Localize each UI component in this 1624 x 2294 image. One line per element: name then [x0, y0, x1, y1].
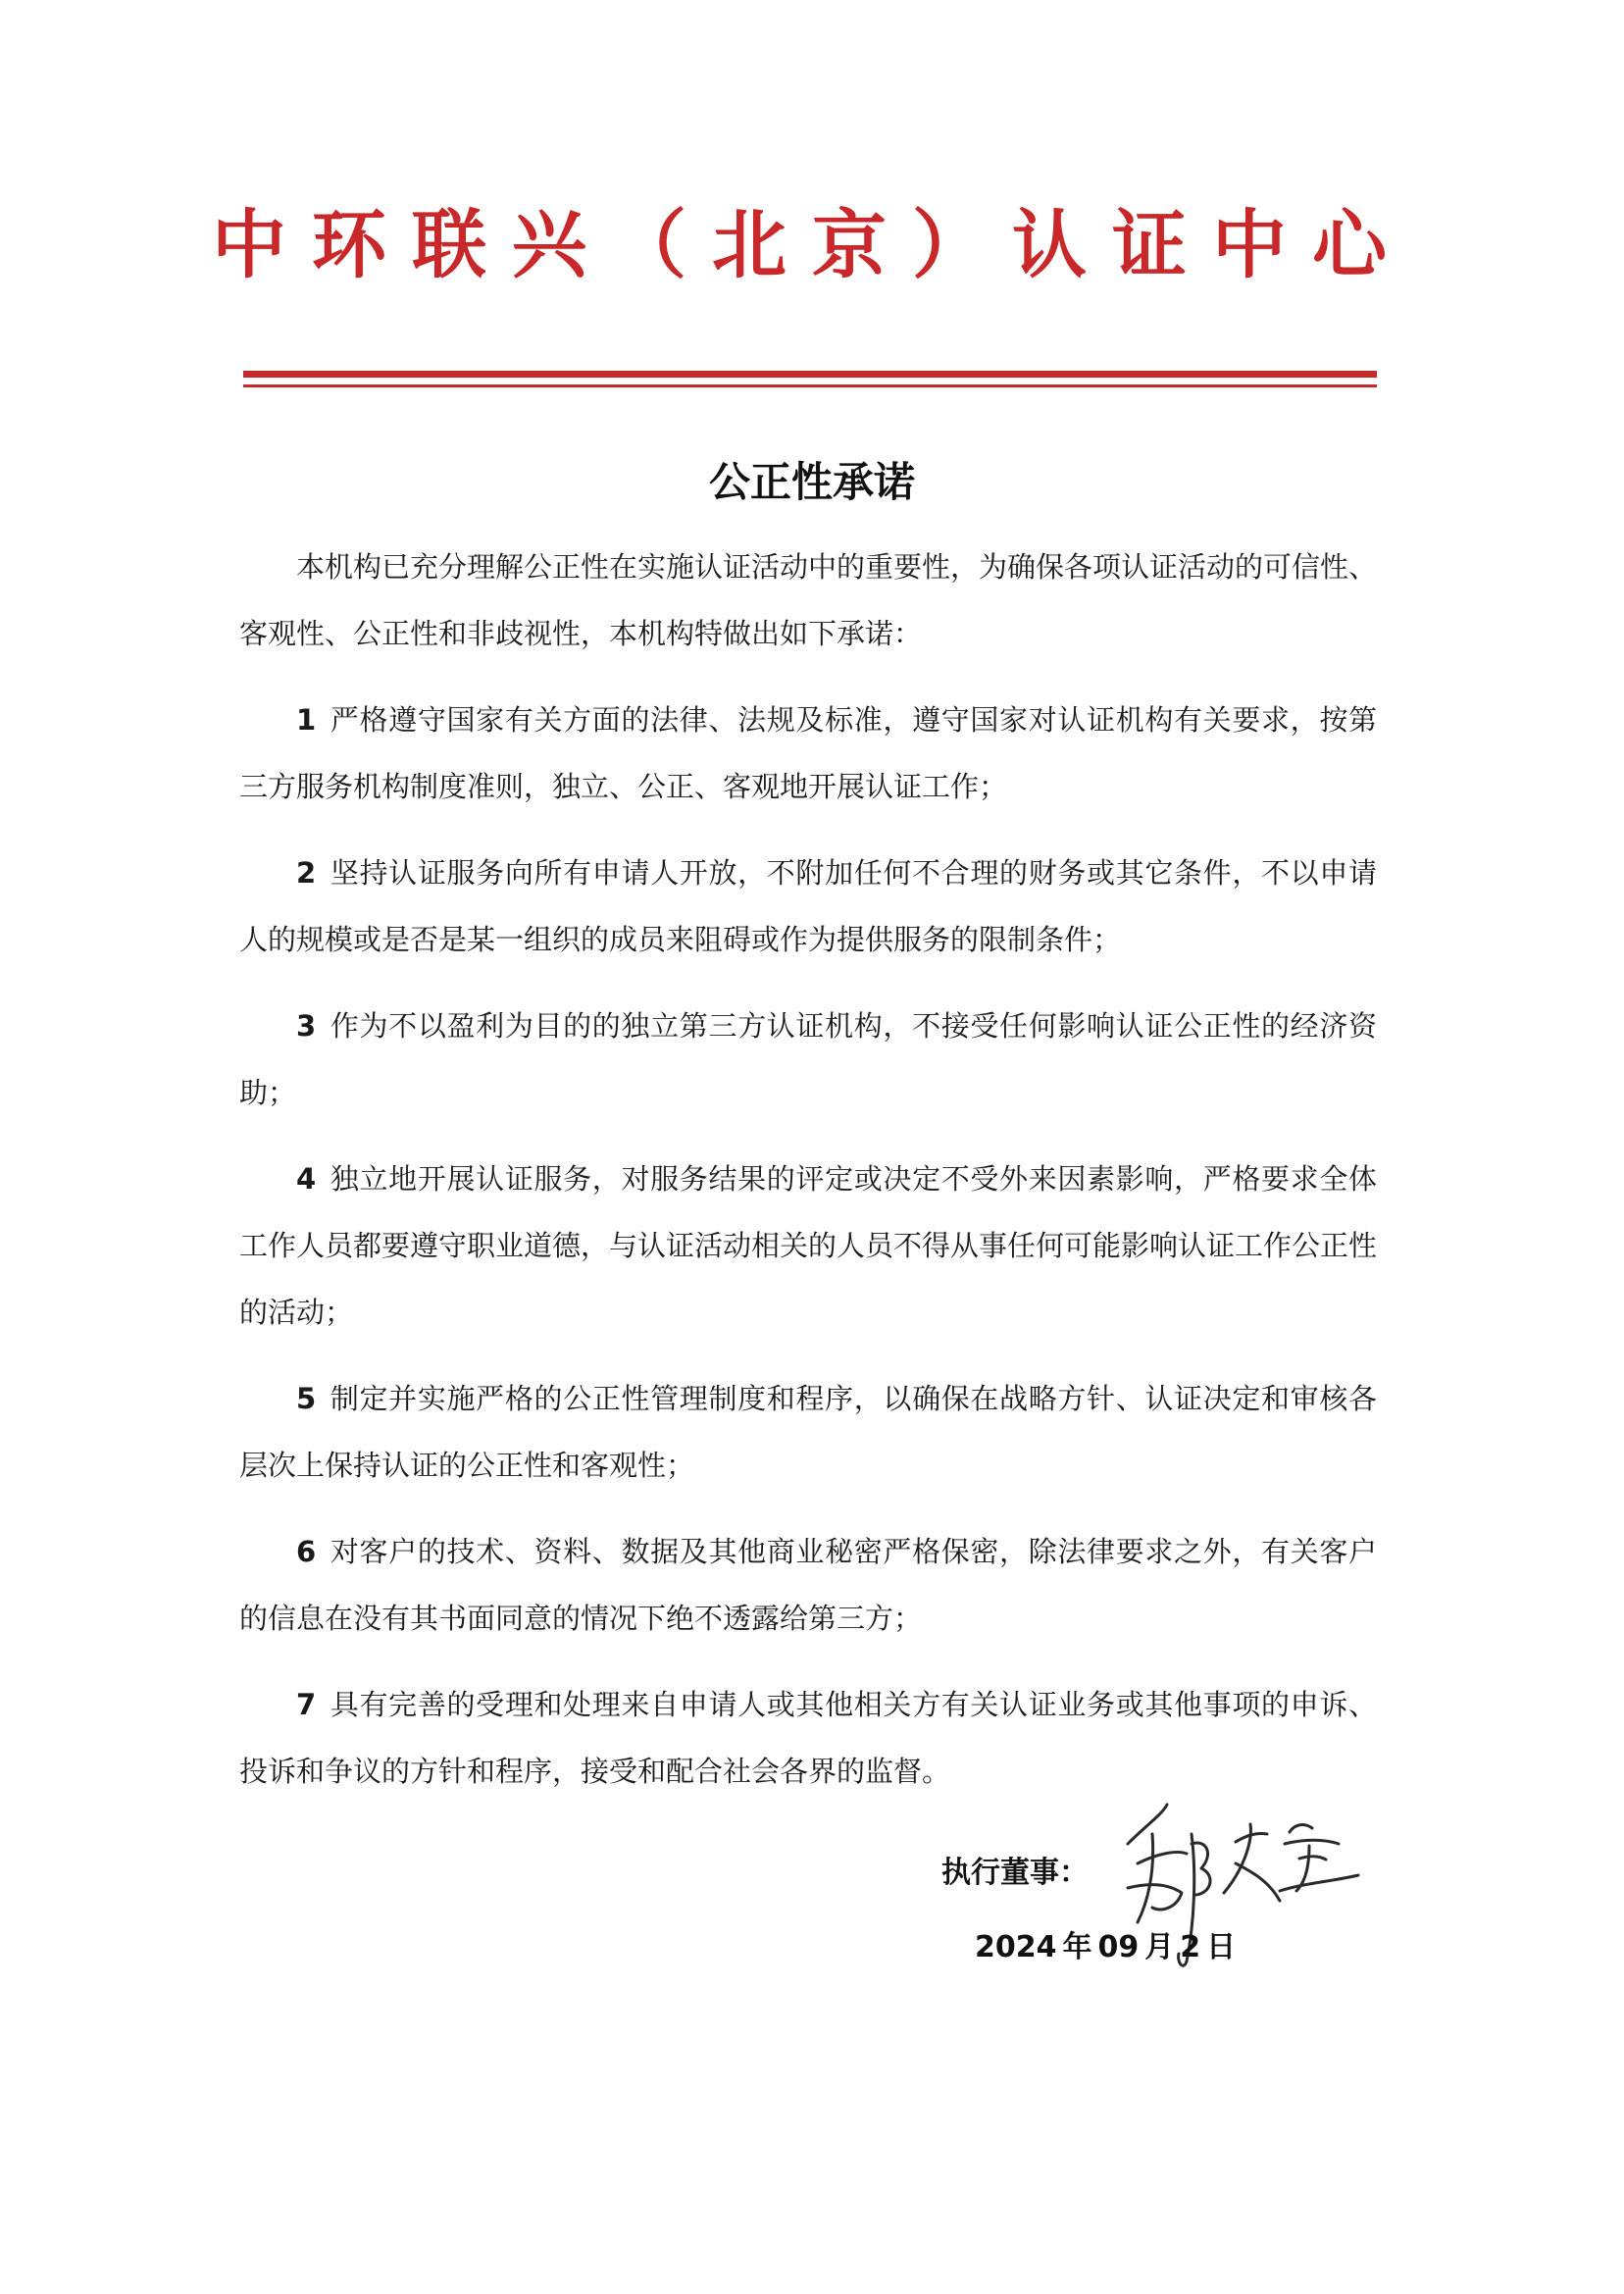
- date-day: 2: [1180, 1930, 1201, 1964]
- commitment-item: [239, 1146, 1377, 1346]
- date-month-unit: 月: [1144, 1930, 1175, 1964]
- commitment-number: 2: [296, 856, 317, 890]
- letterhead-organization-name: 中环联兴（北京）认证中心: [212, 201, 1412, 288]
- commitment-number: 4: [296, 1162, 317, 1196]
- commitment-number: 6: [296, 1535, 317, 1568]
- commitment-number: 7: [296, 1688, 317, 1721]
- commitment-text: 严格遵守国家有关方面的法律、法规及标准，遵守国家对认证机构有关要求，按第三方服务机构制度准则，独立、公正、客观地开展认证工作；: [239, 703, 1377, 803]
- date-year: 2024: [975, 1930, 1057, 1964]
- commitment-item: [239, 840, 1377, 973]
- commitment-item: [239, 1518, 1377, 1652]
- commitment-text: 对客户的技术、资料、数据及其他商业秘密严格保密，除法律要求之外，有关客户的信息在没有其书面同意的情况下绝不透露给第三方；: [239, 1535, 1377, 1635]
- commitment-number: 3: [296, 1009, 317, 1043]
- commitment-text: 制定并实施严格的公正性管理制度和程序，以确保在战略方针、认证决定和审核各层次上保持认证的公正性和客观性；: [239, 1382, 1377, 1482]
- commitment-number: 1: [296, 703, 317, 737]
- signer-title-label: 执行董事：: [941, 1856, 1089, 1890]
- date-year-unit: 年: [1062, 1930, 1092, 1964]
- document-title: 公正性承诺: [708, 458, 915, 506]
- date-day-unit: 日: [1206, 1930, 1237, 1964]
- commitment-text: 独立地开展认证服务，对服务结果的评定或决定不受外来因素影响，严格要求全体工作人员都要遵守职业道德，与认证活动相关的人员不得从事任何可能影响认证工作公正性的活动；: [239, 1162, 1378, 1329]
- commitment-item: [239, 1365, 1377, 1499]
- letterhead-rule-thick: [243, 371, 1377, 378]
- commitment-item: [239, 687, 1377, 820]
- commitment-item: [239, 993, 1377, 1126]
- commitment-text: 具有完善的受理和处理来自申请人或其他相关方有关认证业务或其他事项的申诉、投诉和争议的方针和程序，接受和配合社会各界的监督。: [239, 1688, 1377, 1788]
- signature-date: [975, 1928, 1242, 1967]
- commitment-number: 5: [296, 1382, 317, 1415]
- intro-paragraph: 本机构已充分理解公正性在实施认证活动中的重要性，为确保各项认证活动的可信性、客观性、公正性和非歧视性，本机构特做出如下承诺：: [239, 550, 1378, 650]
- letterhead-rule-thin: [243, 384, 1377, 387]
- commitment-text: 坚持认证服务向所有申请人开放，不附加任何不合理的财务或其它条件，不以申请人的规模或是否是某一组织的成员来阻碍或作为提供服务的限制条件；: [239, 856, 1377, 956]
- commitment-text: 作为不以盈利为目的的独立第三方认证机构，不接受任何影响认证公正性的经济资助；: [239, 1009, 1377, 1109]
- date-month: 09: [1097, 1930, 1140, 1964]
- document-body: [239, 534, 1377, 1824]
